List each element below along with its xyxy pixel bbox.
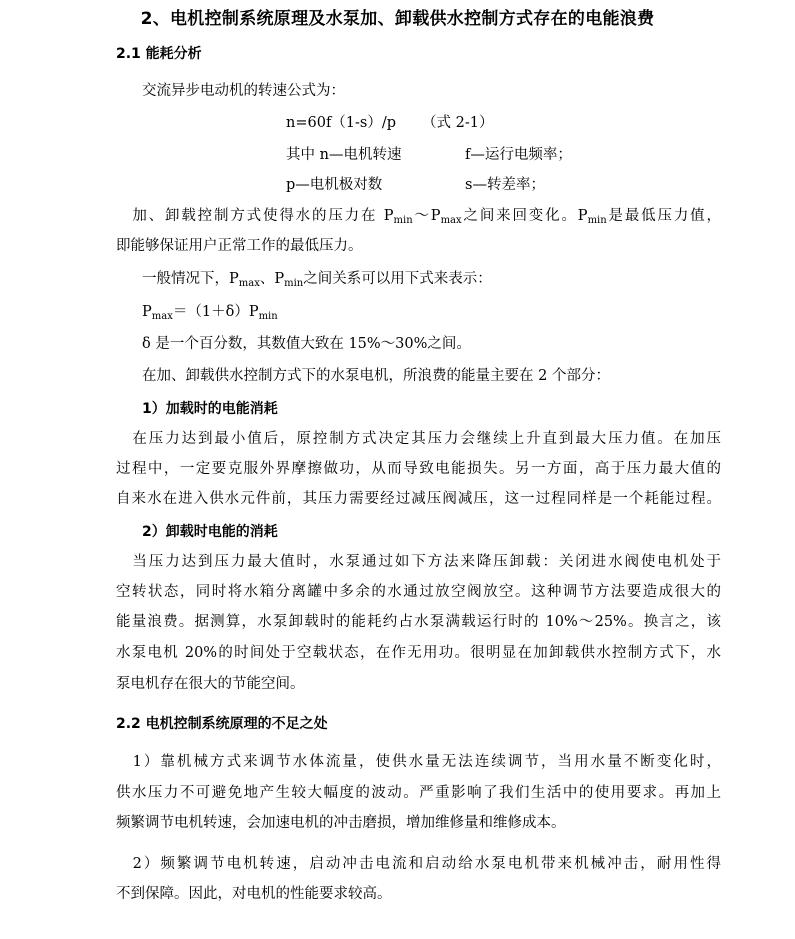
heading-2-2: 2.2 电机控制系统原理的不足之处 bbox=[116, 716, 328, 732]
formula-tag: （式 2-1） bbox=[422, 115, 494, 131]
intro-line: 交流异步电动机的转速公式为： bbox=[142, 83, 345, 99]
s22-p1-line-1: 1）靠机械方式来调节水体流量，使供水量无法连续调节，当用水量不断变化时， bbox=[132, 754, 722, 770]
heading-loading: 1）加载时的电能消耗 bbox=[142, 401, 278, 417]
def-s: s—转差率； bbox=[465, 177, 545, 193]
def-p: p—电机极对数 bbox=[286, 177, 383, 193]
unloading-line-2: 空转状态，同时将水箱分离罐中多余的水通过放空阀放空。这种调节方法要造成很大的 bbox=[116, 584, 721, 600]
s22-p1-line-2: 供水压力不可避免地产生较大幅度的波动。严重影响了我们生活中的使用要求。再加上 bbox=[116, 785, 721, 801]
heading-2-1: 2.1 能耗分析 bbox=[116, 46, 202, 62]
loading-line-3: 自来水在进入供水元件前，其压力需要经过减压阀减压，这一过程同样是一个耗能过程。 bbox=[116, 491, 721, 507]
def-f: f—运行电频率； bbox=[465, 147, 572, 163]
delta-line: δ 是一个百分数，其数值大致在 15%～30%之间。 bbox=[142, 336, 471, 352]
loading-line-1: 在压力达到最小值后，原控制方式决定其压力会继续上升直到最大压力值。在加压 bbox=[132, 431, 722, 447]
loading-line-2: 过程中，一定要克服外界摩擦做功，从而导致电能损失。另一方面，高于压力最大值的 bbox=[116, 461, 721, 477]
s22-p2-line-1: 2）频繁调节电机转速，启动冲击电流和启动给水泵电机带来机械冲击，耐用性得 bbox=[132, 856, 722, 872]
unloading-line-4: 水泵电机 20%的时间处于空载状态，在作无用功。很明显在加卸载供水控制方式下，水 bbox=[116, 645, 721, 661]
s22-p2-line-2: 不到保障。因此，对电机的性能要求较高。 bbox=[116, 886, 392, 902]
pressure-equation: $P_{max}=(1+\delta)P_{min}$ bbox=[142, 304, 278, 322]
heading-unloading: 2）卸载时电能的消耗 bbox=[142, 524, 278, 540]
para2-line: 一般情况下，$P_{max}$、$P_{min}$之间关系可以用下式来表示： bbox=[142, 271, 492, 289]
para1-line1: 加、卸载控制方式使得水的压力在 $P_{min}\sim P_{max}$之间来回变化。$P_{min}$是最低压力值， bbox=[132, 208, 722, 226]
unloading-line-5: 泵电机存在很大的节能空间。 bbox=[116, 676, 305, 692]
unloading-line-3: 能量浪费。据测算，水泵卸载时的能耗约占水泵满载运行时的 10%～25%。换言之，该 bbox=[116, 614, 721, 630]
speed-formula: n=60f（1-s）/p bbox=[286, 115, 397, 131]
waste-intro: 在加、卸载供水控制方式下的水泵电机，所浪费的能量主要在 2 个部分： bbox=[142, 368, 610, 384]
para1-line2: 即能够保证用户正常工作的最低压力。 bbox=[116, 238, 363, 254]
unloading-line-1: 当压力达到压力最大值时，水泵通过如下方法来降压卸载：关闭进水阀使电机处于 bbox=[132, 554, 722, 570]
s22-p1-line-3: 频繁调节电机转速，会加速电机的冲击磨损，增加维修量和维修成本。 bbox=[116, 815, 566, 831]
section-title: 2、电机控制系统原理及水泵加、卸载供水控制方式存在的电能浪费 bbox=[140, 9, 655, 29]
def-n: 其中 n—电机转速 bbox=[286, 147, 402, 163]
